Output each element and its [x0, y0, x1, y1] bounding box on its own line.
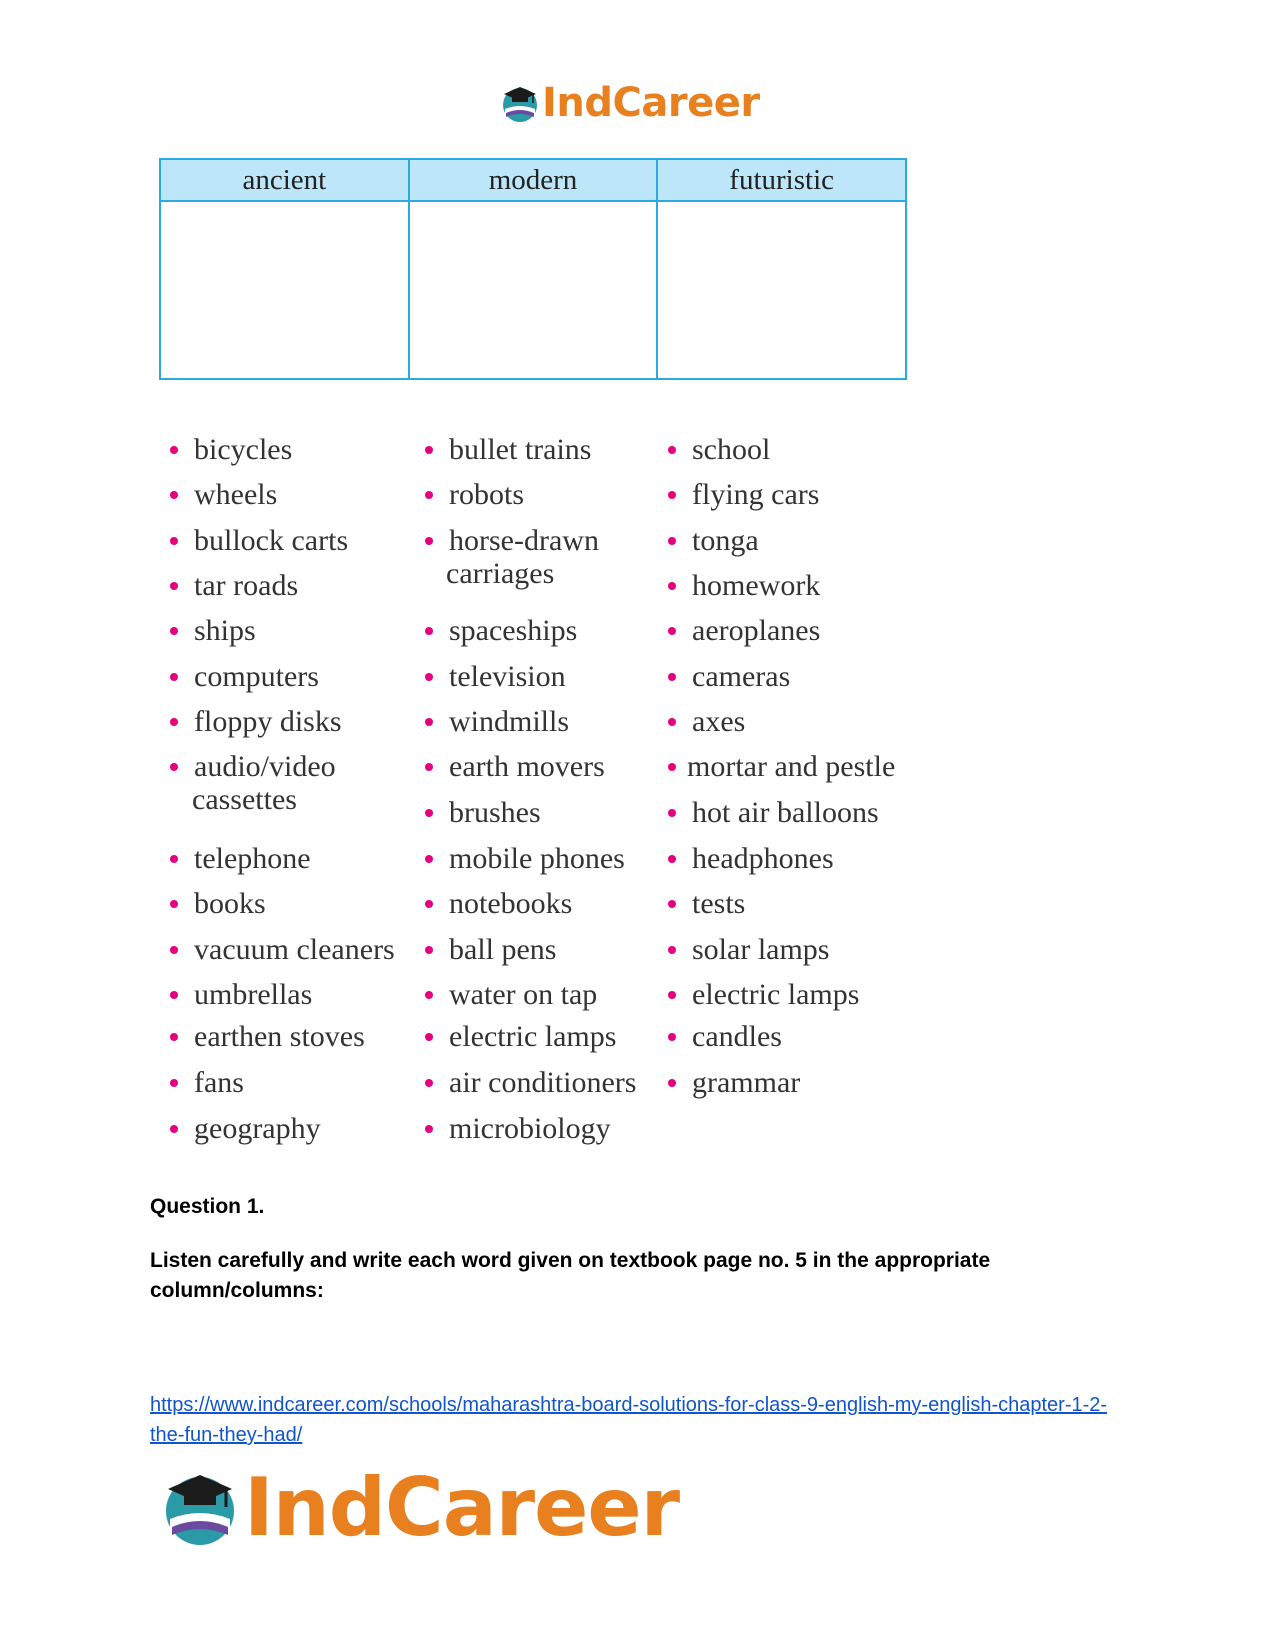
bullet — [170, 673, 178, 681]
column-header-ancient: ancient — [160, 159, 409, 201]
list-item-continuation: cassettes — [192, 783, 297, 816]
bullet — [170, 1125, 178, 1133]
indcareer-logo-top — [500, 78, 760, 128]
list-item: horse-drawn — [449, 524, 599, 557]
bullet — [170, 537, 178, 545]
bullet — [170, 1033, 178, 1041]
list-item: solar lamps — [692, 933, 830, 966]
list-item: bicycles — [194, 433, 293, 466]
column-header-modern: modern — [409, 159, 658, 201]
list-item: axes — [692, 705, 746, 738]
bullet — [668, 491, 676, 499]
bullet — [668, 946, 676, 954]
list-item: ball pens — [449, 933, 557, 966]
bullet — [170, 491, 178, 499]
bullet — [170, 1079, 178, 1087]
list-item: earth movers — [449, 750, 605, 783]
bullet — [425, 946, 433, 954]
bullet — [170, 991, 178, 999]
bullet — [425, 718, 433, 726]
bullet — [668, 1033, 676, 1041]
list-item: earthen stoves — [194, 1020, 365, 1053]
category-table — [159, 158, 907, 380]
bullet — [668, 809, 676, 817]
answer-cell-futuristic[interactable] — [657, 201, 906, 379]
source-link[interactable]: https://www.indcareer.com/schools/maharashtra-board-solutions-for-class-9-english-my-english-chapter-1-2-the-fun-they-had/ — [150, 1394, 1108, 1446]
bullet — [425, 673, 433, 681]
list-item: air conditioners — [449, 1066, 637, 1099]
list-item: telephone — [194, 842, 311, 875]
bullet — [668, 537, 676, 545]
bullet — [170, 582, 178, 590]
question-title: Question 1. — [150, 1195, 265, 1218]
list-item: floppy disks — [194, 705, 342, 738]
list-item: wheels — [194, 478, 278, 511]
bullet — [668, 991, 676, 999]
list-item: geography — [194, 1112, 321, 1145]
list-item: grammar — [692, 1066, 801, 1099]
bullet — [170, 627, 178, 635]
list-item: microbiology — [449, 1112, 611, 1145]
list-item: electric lamps — [449, 1020, 617, 1053]
list-item: aeroplanes — [692, 614, 821, 647]
list-item: notebooks — [449, 887, 573, 920]
bullet — [425, 809, 433, 817]
logo-text: IndCareer — [244, 1460, 680, 1554]
bullet — [425, 537, 433, 545]
column-header-futuristic: futuristic — [657, 159, 906, 201]
bullet — [668, 855, 676, 863]
list-item: cameras — [692, 660, 791, 693]
bullet — [668, 627, 676, 635]
bullet — [668, 446, 676, 454]
list-item: flying cars — [692, 478, 820, 511]
list-item: umbrellas — [194, 978, 313, 1011]
list-item: water on tap — [449, 978, 598, 1011]
list-item: tonga — [692, 524, 759, 557]
bullet — [425, 446, 433, 454]
bullet — [668, 673, 676, 681]
bullet — [425, 991, 433, 999]
bullet — [425, 763, 433, 771]
bullet — [425, 900, 433, 908]
list-item: robots — [449, 478, 524, 511]
list-item: brushes — [449, 796, 541, 829]
bullet — [170, 718, 178, 726]
graduation-cap-book-globe-icon — [160, 1467, 240, 1547]
list-item: mortar and pestle — [687, 750, 896, 783]
list-item: hot air balloons — [692, 796, 879, 829]
list-item: mobile phones — [449, 842, 625, 875]
bullet — [170, 946, 178, 954]
bullet — [425, 1079, 433, 1087]
bullet — [668, 582, 676, 590]
list-item: windmills — [449, 705, 570, 738]
bullet — [668, 900, 676, 908]
list-item: bullet trains — [449, 433, 592, 466]
bullet — [425, 855, 433, 863]
list-item: audio/video — [194, 750, 336, 783]
list-item: bullock carts — [194, 524, 349, 557]
bullet — [425, 1125, 433, 1133]
bullet — [170, 855, 178, 863]
bullet — [170, 900, 178, 908]
list-item: vacuum cleaners — [194, 933, 395, 966]
bullet — [170, 446, 178, 454]
bullet — [425, 1033, 433, 1041]
list-item: candles — [692, 1020, 782, 1053]
bullet — [668, 718, 676, 726]
list-item: tar roads — [194, 569, 299, 602]
list-item: homework — [692, 569, 821, 602]
bullet — [425, 491, 433, 499]
answer-cell-modern[interactable] — [409, 201, 658, 379]
list-item: headphones — [692, 842, 834, 875]
list-item: ships — [194, 614, 256, 647]
list-item: fans — [194, 1066, 244, 1099]
bullet — [668, 1079, 676, 1087]
indcareer-logo-bottom — [160, 1462, 679, 1552]
list-item-continuation: carriages — [446, 557, 555, 590]
question-text: Listen carefully and write each word given on textbook page no. 5 in the appropriate column/columns: — [150, 1249, 991, 1302]
list-item: school — [692, 433, 771, 466]
list-item: tests — [692, 887, 746, 920]
list-item: books — [194, 887, 266, 920]
list-item: computers — [194, 660, 319, 693]
bullet — [170, 763, 178, 771]
logo-text: IndCareer — [542, 80, 760, 126]
list-item: spaceships — [449, 614, 578, 647]
bullet — [425, 627, 433, 635]
bullet — [668, 763, 676, 771]
answer-cell-ancient[interactable] — [160, 201, 409, 379]
list-item: television — [449, 660, 566, 693]
graduation-cap-book-globe-icon — [500, 83, 540, 123]
list-item: electric lamps — [692, 978, 860, 1011]
